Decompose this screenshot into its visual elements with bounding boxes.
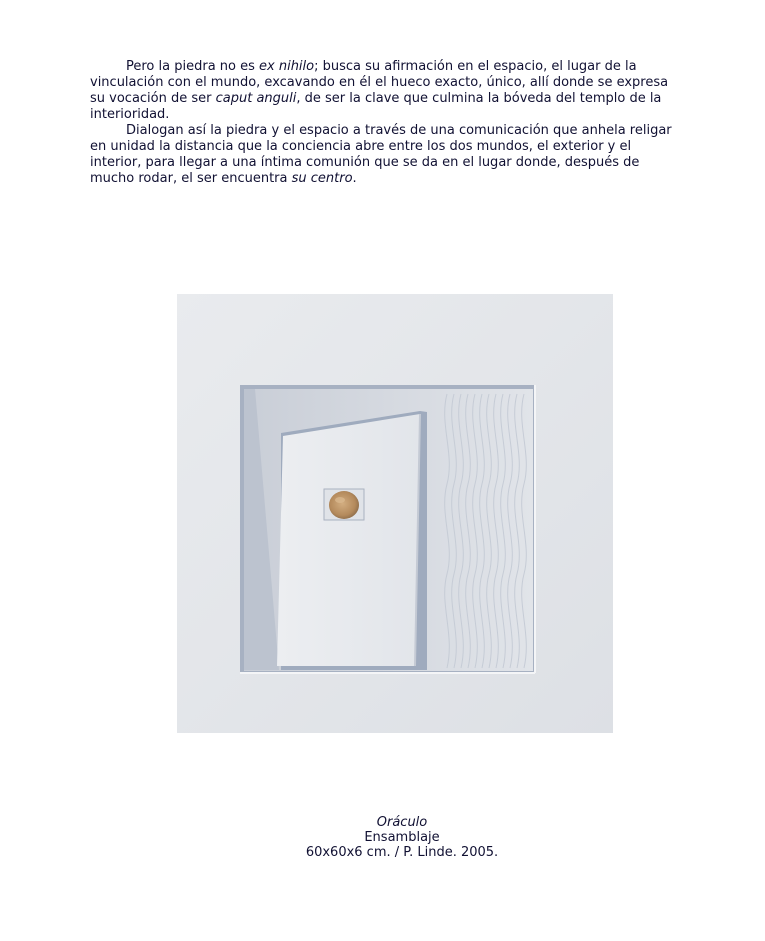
artwork-title: Oráculo bbox=[376, 815, 428, 830]
body-text bbox=[90, 59, 680, 187]
paragraph-1-part-1: Pero la piedra no es bbox=[126, 59, 260, 74]
paragraph-1-part-4: caput anguli bbox=[215, 91, 297, 106]
paragraph-1-part-3: ; busca su afirmación en el espacio, el lugar de la vinculación con el mundo, excavando en él el hueco exacto, único, allí donde se expresa su vocación de ser bbox=[90, 59, 669, 106]
paragraph-1-part-2: ex nihilo bbox=[259, 59, 315, 74]
paragraph-2-part-3: . bbox=[352, 171, 357, 186]
paragraph-1 bbox=[90, 59, 680, 123]
figure-caption bbox=[200, 815, 604, 860]
stone-highlight bbox=[335, 497, 345, 503]
artwork-technique: Ensamblaje bbox=[364, 830, 440, 845]
artwork-details: 60x60x6 cm. / P. Linde. 2005. bbox=[305, 845, 499, 860]
artwork-photo bbox=[177, 294, 613, 733]
paragraph-1-part-5: , de ser la clave que culmina la bóveda del templo de la interioridad. bbox=[90, 91, 662, 122]
paragraph-2 bbox=[90, 123, 680, 187]
paragraph-2-part-1: Dialogan así la piedra y el espacio a través de una comunicación que anhela religar en unidad la distancia que la conciencia abre entre los dos mundos, el exterior y el interior, para llegar a una íntima comunión que se da en el lugar donde, después de mucho rodar, el ser encuentra bbox=[90, 123, 672, 186]
stone bbox=[329, 491, 359, 519]
paragraph-2-part-2: su centro bbox=[291, 171, 353, 186]
slab bbox=[277, 414, 420, 666]
